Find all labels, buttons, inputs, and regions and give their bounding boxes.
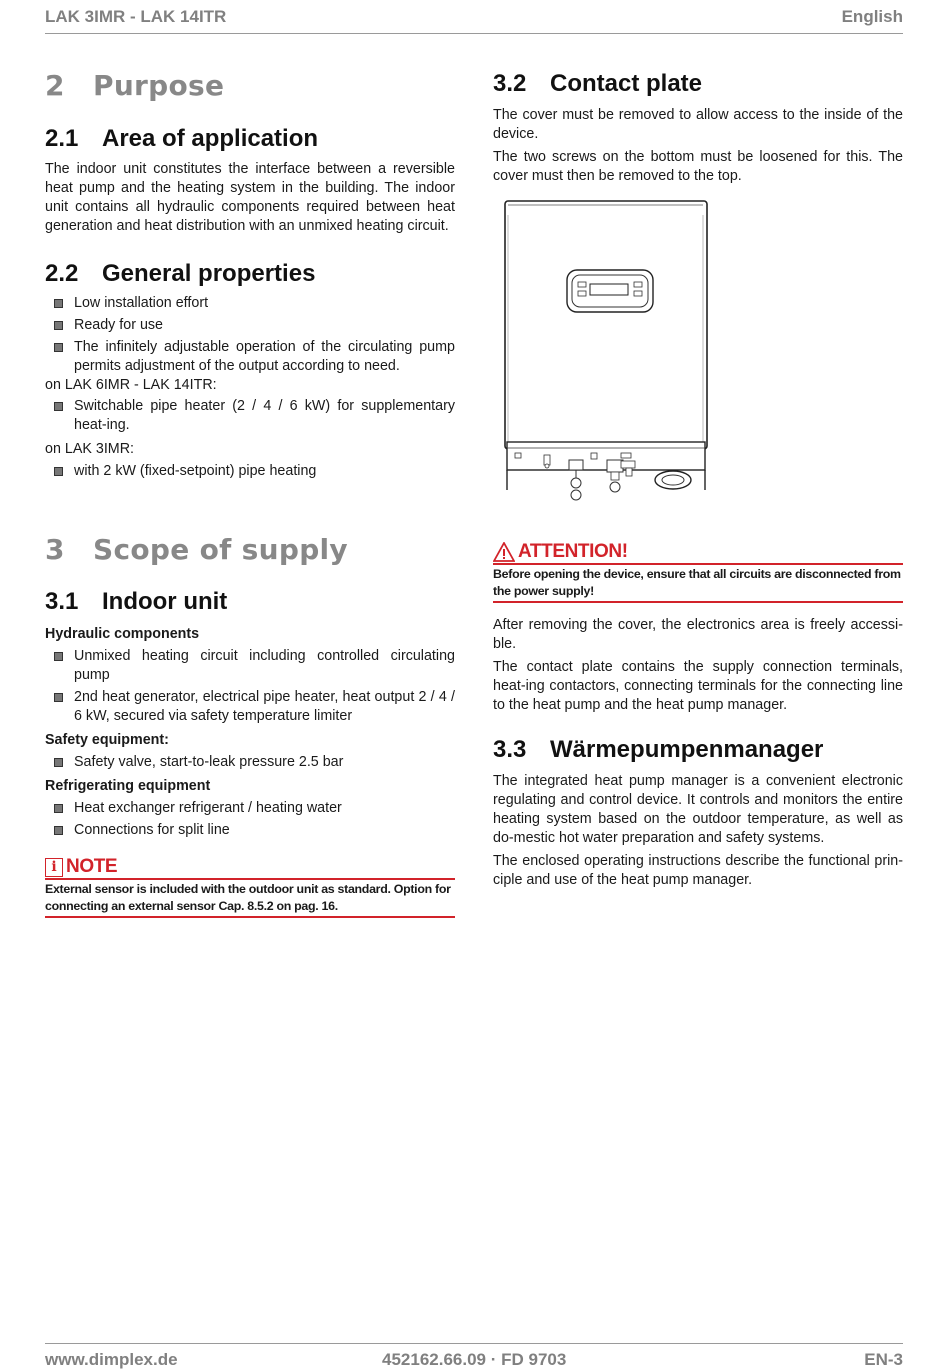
chapter-number: 3 — [45, 533, 65, 566]
note-text: External sensor is included with the outdoor unit as standard. Option for connecting an external sensor Cap. 8.5.2 on pag. 16. — [45, 882, 451, 913]
chapter-2-heading — [45, 66, 455, 106]
list-item: Heat exchanger refrigerant / heating water — [45, 799, 455, 818]
bullet-square-icon — [54, 826, 63, 835]
note-title — [45, 856, 455, 878]
safety-list — [45, 753, 455, 772]
document-number: 452162.66.09 · FD 9703 — [382, 1350, 567, 1369]
hydraulic-list — [45, 647, 455, 726]
refrigerating-list — [45, 799, 455, 840]
bullet-square-icon — [54, 758, 63, 767]
section-3-2-heading — [493, 68, 903, 100]
list-item: 2nd heat generator, electrical pipe heater, heat output 2 / 4 / 6 kW, secured via safety temperature limiter — [45, 688, 455, 726]
language-label: English — [841, 7, 903, 26]
warning-triangle-icon — [493, 542, 515, 562]
section-title: Wärmepumpenmanager — [550, 736, 824, 763]
left-column — [45, 66, 455, 918]
safety-heading: Safety equipment: — [45, 732, 169, 748]
document-title: LAK 3IMR - LAK 14ITR — [45, 7, 227, 26]
contact-plate-text-1: The cover must be removed to allow access to the inside of the device. — [493, 107, 903, 142]
section-2-2-heading — [45, 258, 455, 290]
list-item: Safety valve, start-to-leak pressure 2.5 bar — [45, 753, 455, 772]
bullet-square-icon — [54, 804, 63, 813]
section-number: 2.2 — [45, 260, 79, 287]
note-box — [45, 856, 455, 918]
section-title: Area of application — [102, 125, 319, 152]
hydraulic-heading: Hydraulic components — [45, 626, 200, 642]
section-number: 3.1 — [45, 588, 79, 615]
section-number: 3.3 — [493, 736, 527, 763]
bullet-square-icon — [54, 467, 63, 476]
bullet-square-icon — [54, 299, 63, 308]
area-of-application-text: The indoor unit constitutes the interface between a reversible heat pump and the heating system in the building. The indoor unit contains all hydraulic components required between heat generation and heat distribution with an unmixed heating circuit. — [45, 161, 455, 234]
bullet-square-icon — [54, 402, 63, 411]
chapter-title: Purpose — [93, 69, 225, 102]
model-range-label: on LAK 6IMR - LAK 14ITR: — [45, 377, 217, 393]
bullet-square-icon — [54, 693, 63, 702]
section-3-3-heading — [493, 734, 903, 766]
chapter-3-heading — [45, 530, 455, 570]
attention-bottom-rule — [493, 601, 903, 603]
list-item: Switchable pipe heater (2 / 4 / 6 kW) for supplementary heat-ing. — [45, 397, 455, 435]
section-number: 3.2 — [493, 70, 527, 97]
bullet-square-icon — [54, 652, 63, 661]
refrigerating-heading: Refrigerating equipment — [45, 778, 211, 794]
right-column — [493, 66, 903, 186]
section-3-1-heading — [45, 586, 455, 618]
heat-pump-manager-text-1: The integrated heat pump manager is a convenient electronic regulating and control device. It controls and monitors the entire heating system based on the outdoor temperature, as well as do-mestic hot water preparation and safety systems. — [493, 773, 903, 846]
list-item: Ready for use — [45, 316, 455, 335]
bullet-square-icon — [54, 343, 63, 352]
attention-box — [493, 541, 903, 603]
page-number: EN-3 — [864, 1350, 903, 1369]
bullet-square-icon — [54, 321, 63, 330]
right-column-lower — [493, 541, 903, 890]
website-link[interactable]: www.dimplex.de — [45, 1350, 178, 1369]
info-icon: i — [45, 858, 63, 877]
attention-title — [493, 541, 903, 563]
list-item: Low installation effort — [45, 294, 455, 313]
section-title: Indoor unit — [102, 588, 228, 615]
section-number: 2.1 — [45, 125, 79, 152]
attention-label: ATTENTION! — [518, 541, 628, 562]
contact-plate-text-2: The two screws on the bottom must be loosened for this. The cover must then be removed to the top. — [493, 149, 903, 184]
note-label: NOTE — [66, 856, 118, 877]
indoor-unit-illustration — [493, 198, 723, 518]
indoor-unit-drawing — [493, 198, 723, 518]
section-title: Contact plate — [550, 70, 703, 97]
lak3-list — [45, 462, 455, 481]
chapter-title: Scope of supply — [93, 533, 348, 566]
section-title: General properties — [102, 260, 316, 287]
lak6-list — [45, 397, 455, 435]
electronics-access-text: After removing the cover, the electronics area is freely accessi-ble. — [493, 617, 903, 652]
note-bottom-rule — [45, 916, 455, 918]
list-item: Connections for split line — [45, 821, 455, 840]
list-item: Unmixed heating circuit including controlled circulating pump — [45, 647, 455, 685]
list-item: with 2 kW (fixed-setpoint) pipe heating — [45, 462, 455, 481]
section-2-1-heading — [45, 123, 455, 155]
contact-plate-contents-text: The contact plate contains the supply connection terminals, heat-ing contactors, connecting terminals for the connecting line to the heat pump and the heat pump manager. — [493, 659, 903, 713]
general-properties-list — [45, 294, 455, 376]
footer-rule — [45, 1343, 903, 1344]
model-label: on LAK 3IMR: — [45, 441, 134, 457]
heat-pump-manager-text-2: The enclosed operating instructions describe the functional prin-ciple and use of the heat pump manager. — [493, 853, 903, 888]
list-item: The infinitely adjustable operation of the circulating pump permits adjustment of the output according to need. — [45, 338, 455, 376]
chapter-number: 2 — [45, 69, 65, 102]
attention-text: Before opening the device, ensure that all circuits are disconnected from the power supply! — [493, 567, 901, 598]
header-rule — [45, 33, 903, 34]
